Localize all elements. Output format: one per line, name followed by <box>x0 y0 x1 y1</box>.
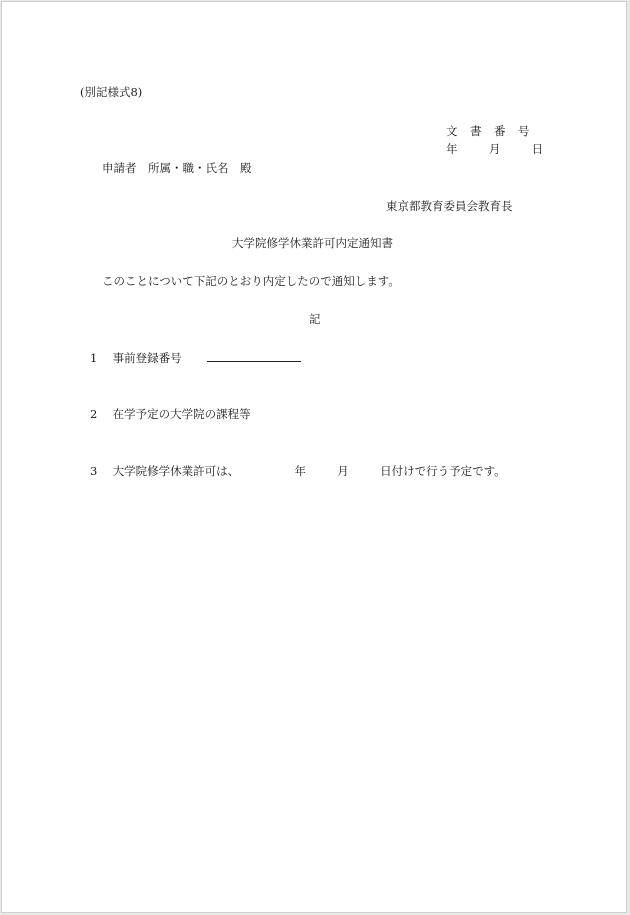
date-year-label: 年 <box>446 142 458 156</box>
item-2 <box>90 407 251 421</box>
date-day-label: 日 <box>531 142 544 156</box>
registration-number-field <box>207 349 301 362</box>
issuer-name: 東京都教育委員会教育長 <box>386 199 513 213</box>
item-label: 大学院修学休業許可は、 <box>112 464 240 478</box>
doc-number-char: 番 <box>494 124 506 138</box>
item-number: 1 <box>90 351 98 365</box>
document-title: 大学院修学休業許可内定通知書 <box>232 236 393 250</box>
item-3 <box>90 464 506 478</box>
item-label: 在学予定の大学院の課程等 <box>112 407 251 421</box>
date-month-label: 月 <box>488 142 501 156</box>
applicant-line: 申請者 所属・職・氏名 殿 <box>102 161 252 175</box>
item-year-label: 年 <box>294 464 306 478</box>
date-line <box>446 142 543 156</box>
item-1 <box>90 349 301 365</box>
form-label: (別記様式8) <box>80 85 143 99</box>
item-label: 事前登録番号 <box>112 351 182 365</box>
document-number-label <box>446 124 530 138</box>
doc-number-char: 号 <box>518 124 530 138</box>
item-number: 2 <box>90 407 98 421</box>
ki-marker: 記 <box>309 312 321 326</box>
item-month-label: 月 <box>337 464 349 478</box>
item-number: 3 <box>90 464 98 478</box>
intro-text: このことについて下記のとおり内定したので通知します。 <box>102 274 400 288</box>
document-page <box>1 1 627 913</box>
item-tail: 日付けで行う予定です。 <box>380 464 506 478</box>
doc-number-char: 書 <box>470 124 482 138</box>
doc-number-char: 文 <box>446 124 458 138</box>
